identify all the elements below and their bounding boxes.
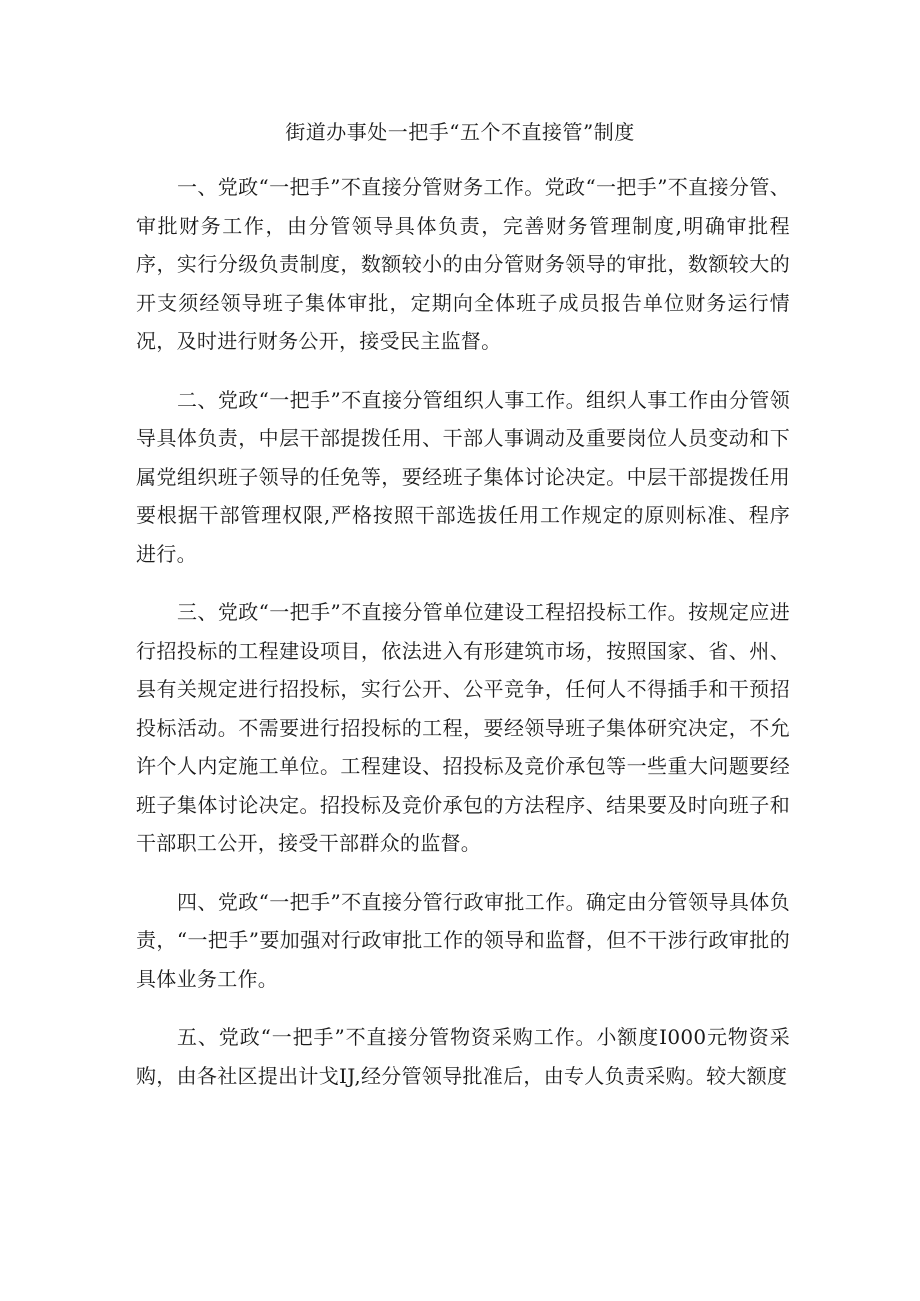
- paragraph-administrative-approval: 四、党政“一把手”不直接分管行政审批工作。确定由分管领导具体负责，“一把手”要加强对行政审批工作的领导和监督，但不干涉行政审批的具体业务工作。: [136, 889, 790, 991]
- paragraph-personnel: 二、党政“一把手”不直接分管组织人事工作。组织人事工作由分管领导具体负责，中层干部提拨任用、干部人事调动及重要岗位人员变动和下属党组织班子领导的任免等，要经班子集体讨论决定。中层干部提拨任用要根据干部管理权限,严格按照干部选拔任用工作规定的原则标准、程序进行。: [136, 387, 790, 566]
- paragraph-finance: 一、党政“一把手”不直接分管财务工作。党政“一把手”不直接分管、审批财务工作，由分管领导具体负责，完善财务管理制度,明确审批程序，实行分级负责制度，数额较小的由分管财务领导的审批，数额较大的开支须经领导班子集体审批，定期向全体班子成员报告单位财务运行情况，及时进行财务公开，接受民主监督。: [136, 175, 790, 353]
- paragraph-construction-bidding: 三、党政“一把手”不直接分管单位建设工程招投标工作。按规定应进行招投标的工程建设项目，依法进入有形建筑市场，按照国家、省、州、县有关规定进行招投标，实行公开、公平竞争，任何人不得插手和干预招投标活动。不需要进行招投标的工程，要经领导班子集体研究决定，不允许个人内定施工单位。工程建设、招投标及竞价承包等一些重大问题要经班子集体讨论决定。招投标及竞价承包的方法程序、结果要及时向班子和干部职工公开，接受干部群众的监督。: [136, 600, 790, 855]
- paragraph-procurement: 五、党政“一把手”不直接分管物资采购工作。小额度I000元物资采购，由各社区提出计戈IJ,经分管领导批准后，由专人负责采购。较大额度: [136, 1025, 790, 1088]
- document-title: 街道办事处一把手“五个不直接管”制度: [285, 120, 635, 144]
- document-body: [136, 168, 790, 1115]
